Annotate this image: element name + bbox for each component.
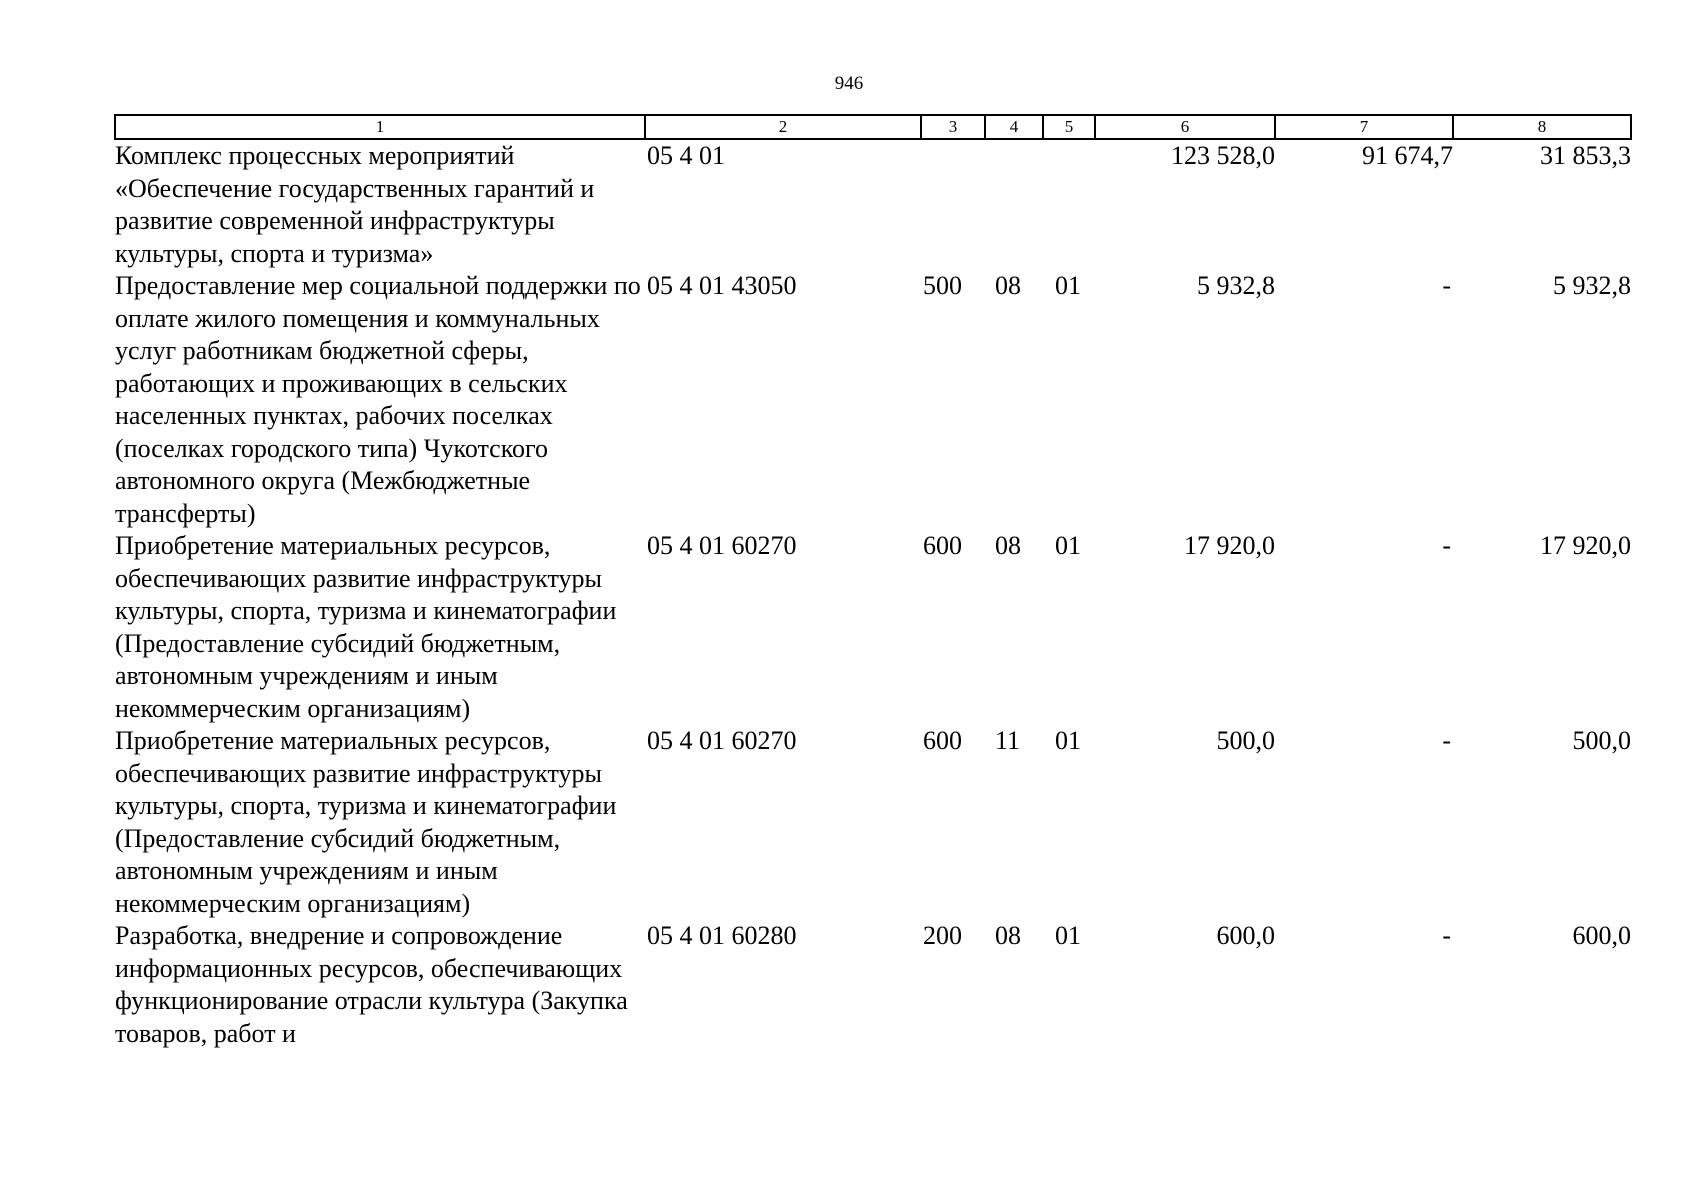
- section-code: [985, 139, 1043, 270]
- table-row: [115, 725, 1631, 920]
- row-name: Разработка, внедрение и сопровождение информационных ресурсов, обеспечивающих функционирование отрасли культура (Закупка товаров, работ и: [115, 921, 628, 1048]
- column-number: 8: [1453, 115, 1631, 139]
- amount-col7: -: [1442, 271, 1451, 300]
- section-code: 11: [995, 726, 1021, 755]
- table-row: [115, 270, 1631, 530]
- amount-total: 17 920,0: [1184, 531, 1275, 560]
- column-number-row: [115, 115, 1631, 139]
- row-name: Предоставление мер социальной поддержки по оплате жилого помещения и коммунальных услуг работникам бюджетной сферы, работающих и проживающих в сельских населенных пунктах, рабочих поселках (поселках городского типа) Чукотского автономного округа (Межбюджетные трансферты): [115, 271, 641, 528]
- amount-col8: 600,0: [1572, 921, 1631, 950]
- table-header: [115, 115, 1631, 139]
- table-row: [115, 139, 1631, 270]
- amount-col8: 500,0: [1572, 726, 1631, 755]
- column-number: 6: [1095, 115, 1275, 139]
- target-article-code: 05 4 01 43050: [647, 271, 797, 300]
- target-article-code: 05 4 01 60270: [647, 726, 797, 755]
- amount-col8: 17 920,0: [1540, 531, 1631, 560]
- column-number: 1: [115, 115, 645, 139]
- table-row: [115, 530, 1631, 725]
- subsection-code: 01: [1055, 921, 1081, 950]
- section-code: 08: [995, 921, 1021, 950]
- table-row: [115, 920, 1631, 1050]
- section-code: 08: [995, 271, 1021, 300]
- amount-total: 123 528,0: [1171, 141, 1275, 170]
- row-name: Приобретение материальных ресурсов, обеспечивающих развитие инфраструктуры культуры, спорта, туризма и кинематографии (Предоставление субсидий бюджетным, автономным учреждениям и иным некоммерческим организациям): [115, 726, 617, 918]
- subsection-code: 01: [1055, 271, 1081, 300]
- expense-type-code: 200: [923, 921, 962, 950]
- target-article-code: 05 4 01 60280: [647, 921, 797, 950]
- amount-col7: -: [1442, 726, 1451, 755]
- subsection-code: 01: [1055, 531, 1081, 560]
- target-article-code: 05 4 01: [647, 141, 725, 170]
- column-number: 3: [921, 115, 985, 139]
- amount-total: 600,0: [1216, 921, 1275, 950]
- page-number: 946: [834, 73, 864, 94]
- table-body: [115, 139, 1631, 1050]
- subsection-code: [1043, 139, 1095, 270]
- amount-total: 500,0: [1216, 726, 1275, 755]
- amount-col8: 5 932,8: [1553, 271, 1631, 300]
- amount-col8: 31 853,3: [1540, 141, 1631, 170]
- amount-col7: -: [1442, 531, 1451, 560]
- column-number: 4: [985, 115, 1043, 139]
- amount-col7: 91 674,7: [1362, 141, 1453, 170]
- expense-type-code: 500: [923, 271, 962, 300]
- row-name: Приобретение материальных ресурсов, обеспечивающих развитие инфраструктуры культуры, спорта, туризма и кинематографии (Предоставление субсидий бюджетным, автономным учреждениям и иным некоммерческим организациям): [115, 531, 617, 723]
- column-number: 5: [1043, 115, 1095, 139]
- column-number: 2: [645, 115, 921, 139]
- expense-type-code: 600: [923, 726, 962, 755]
- row-name: Комплекс процессных мероприятий «Обеспечение государственных гарантий и развитие современной инфраструктуры культуры, спорта и туризма»: [115, 141, 595, 268]
- amount-col7: -: [1442, 921, 1451, 950]
- expense-type-code: 600: [923, 531, 962, 560]
- section-code: 08: [995, 531, 1021, 560]
- budget-table: [114, 114, 1632, 1050]
- amount-total: 5 932,8: [1197, 271, 1275, 300]
- subsection-code: 01: [1055, 726, 1081, 755]
- column-number: 7: [1275, 115, 1453, 139]
- expense-type-code: [921, 139, 985, 270]
- target-article-code: 05 4 01 60270: [647, 531, 797, 560]
